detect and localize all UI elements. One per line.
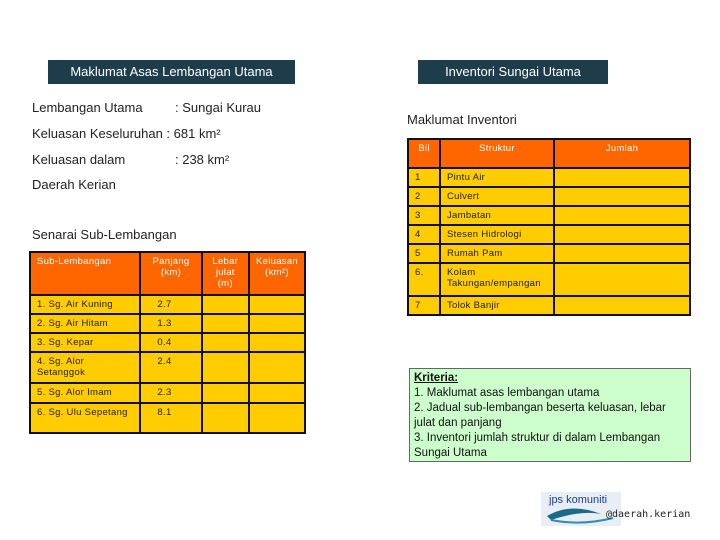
lembangan-value: : Sungai Kurau bbox=[175, 100, 262, 115]
inventori-table bbox=[407, 138, 691, 316]
inventori-banner: Inventori Sungai Utama bbox=[418, 60, 608, 84]
table-cell: 3. Sg. Kepar bbox=[30, 333, 140, 352]
table-cell bbox=[554, 244, 690, 263]
table-cell: 5 bbox=[408, 244, 440, 263]
table-cell: 2.7 bbox=[140, 295, 201, 314]
table-row bbox=[408, 296, 690, 315]
table-row bbox=[30, 333, 305, 352]
daerah-handle: @daerah.kerian bbox=[606, 509, 691, 520]
table-row bbox=[30, 295, 305, 314]
table-row bbox=[408, 187, 690, 206]
col-header: Jumlah bbox=[554, 139, 690, 168]
table-cell: 2.4 bbox=[140, 352, 201, 383]
table-cell bbox=[554, 206, 690, 225]
table-cell bbox=[202, 403, 249, 433]
table-cell: 6. bbox=[408, 263, 440, 296]
col-header: Panjang (km) bbox=[140, 252, 201, 295]
table-cell bbox=[554, 168, 690, 187]
table-row bbox=[408, 263, 690, 296]
table-cell bbox=[249, 295, 305, 314]
col-header: Struktur bbox=[440, 139, 554, 168]
kriteria-box bbox=[409, 368, 691, 462]
table-row bbox=[30, 352, 305, 383]
table-row bbox=[408, 244, 690, 263]
sub-lembangan-table bbox=[29, 251, 306, 434]
table-cell: 8.1 bbox=[140, 403, 201, 433]
table-row bbox=[408, 225, 690, 244]
table-cell: 6. Sg. Ulu Sepetang bbox=[30, 403, 140, 433]
lembangan-label: Lembangan Utama bbox=[32, 100, 143, 115]
table-cell: Pintu Air bbox=[440, 168, 554, 187]
keluasan-dalam-label: Keluasan dalam bbox=[32, 152, 126, 167]
table-cell: Kolam Takungan/empangan bbox=[440, 263, 554, 296]
kriteria-item: 3. Inventori jumlah struktur di dalam Lembangan Sungai Utama bbox=[414, 432, 661, 459]
table-cell bbox=[202, 314, 249, 333]
table-cell: Jambatan bbox=[440, 206, 554, 225]
table-row bbox=[30, 314, 305, 333]
table-cell: 0.4 bbox=[140, 333, 201, 352]
keluasan-dalam-value: : 238 km² bbox=[175, 152, 230, 167]
table-cell bbox=[554, 263, 690, 296]
table-cell bbox=[249, 352, 305, 383]
table-cell: 2. Sg. Air Hitam bbox=[30, 314, 140, 333]
table-cell: 2.3 bbox=[140, 383, 201, 403]
table-cell bbox=[554, 187, 690, 206]
table-cell bbox=[202, 333, 249, 352]
table-cell bbox=[249, 403, 305, 433]
table-cell: 1 bbox=[408, 168, 440, 187]
table-cell bbox=[202, 295, 249, 314]
table-cell bbox=[249, 333, 305, 352]
table-cell bbox=[554, 225, 690, 244]
table-row bbox=[408, 206, 690, 225]
table-cell: 7 bbox=[408, 296, 440, 315]
daerah-label: Daerah Kerian bbox=[32, 177, 116, 192]
inventori-subtitle: Maklumat Inventori bbox=[407, 112, 517, 127]
col-header: Bil bbox=[408, 139, 440, 168]
table-cell bbox=[202, 383, 249, 403]
table-row bbox=[30, 383, 305, 403]
table-cell: Culvert bbox=[440, 187, 554, 206]
table-cell: 1.3 bbox=[140, 314, 201, 333]
maklumat-asas-banner: Maklumat Asas Lembangan Utama bbox=[48, 60, 295, 84]
col-header: Keluasan (km²) bbox=[249, 252, 305, 295]
logo-text: jps komuniti bbox=[549, 494, 608, 506]
table-row bbox=[30, 403, 305, 433]
kriteria-item: 2. Jadual sub-lembangan beserta keluasan, lebar julat dan panjang bbox=[414, 402, 666, 429]
senarai-title: Senarai Sub-Lembangan bbox=[32, 227, 177, 242]
table-cell bbox=[249, 383, 305, 403]
table-row bbox=[408, 168, 690, 187]
table-cell: Rumah Pam bbox=[440, 244, 554, 263]
table-cell: 3 bbox=[408, 206, 440, 225]
kriteria-item: 1. Maklumat asas lembangan utama bbox=[414, 387, 600, 399]
table-cell: 4. Sg. Alor Setanggok bbox=[30, 352, 140, 383]
table-cell: 5. Sg. Alor Imam bbox=[30, 383, 140, 403]
table-cell bbox=[202, 352, 249, 383]
table-cell: 4 bbox=[408, 225, 440, 244]
col-header: Sub-Lembangan bbox=[30, 252, 140, 295]
table-cell: Stesen Hidrologi bbox=[440, 225, 554, 244]
kriteria-title: Kriteria: bbox=[414, 372, 459, 384]
table-cell bbox=[249, 314, 305, 333]
table-cell: 1. Sg. Air Kuning bbox=[30, 295, 140, 314]
table-cell bbox=[554, 296, 690, 315]
table-cell: Tolok Banjir bbox=[440, 296, 554, 315]
table-cell: 2 bbox=[408, 187, 440, 206]
keluasan-keseluruhan: Keluasan Keseluruhan : 681 km² bbox=[32, 126, 221, 141]
col-header: Lebar julat (m) bbox=[202, 252, 249, 295]
